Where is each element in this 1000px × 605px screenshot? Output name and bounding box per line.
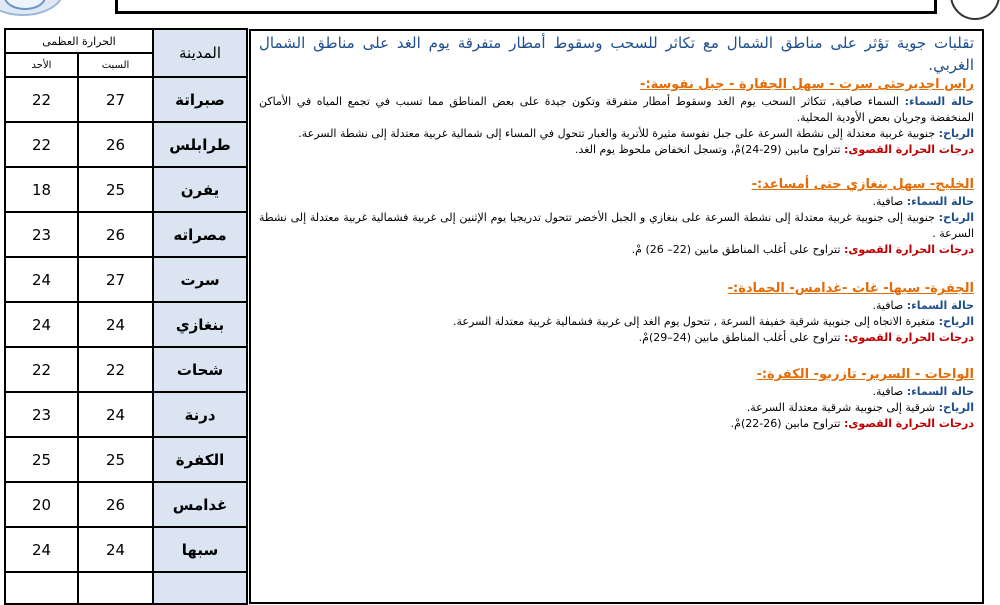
forecast-headline: تقلبات جوية تؤثر على مناطق الشمال مع تكاثر للسحب وسقوط أمطار متفرقة يوم الغد على مناطق الشمال الغربي. — [259, 34, 974, 74]
wind-text: جنوبية إلى جنوبية غربية معتدلة إلى نشطة السرعة على بنغازي و الجبل الأخضر تتحول تدريجيا يوم الإثنين إلى غربية فشمالية غربية معتدلة إلى نشطة السرعة . — [259, 211, 974, 240]
city-name: مصراته — [153, 212, 247, 257]
city-name: الكفرة — [153, 437, 247, 482]
wind-label: الرياح: — [938, 127, 974, 140]
city-name: سرت — [153, 257, 247, 302]
sky-label: حالة السماء: — [906, 195, 974, 208]
sun-temp: 24 — [5, 257, 78, 302]
sky-label: حالة السماء: — [904, 95, 974, 108]
logo-emblem — [0, 0, 64, 16]
logo-circle — [950, 0, 1000, 20]
city-name: سبها — [153, 527, 247, 572]
wind-label: الرياح: — [938, 315, 974, 328]
city-name: غدامس — [153, 482, 247, 527]
header-city: المدينة — [153, 29, 247, 77]
table-row — [5, 167, 247, 212]
sat-temp: 26 — [78, 122, 153, 167]
table-row — [5, 122, 247, 167]
forecast-panel — [249, 29, 984, 604]
sat-temp: 24 — [78, 527, 153, 572]
wind-line — [259, 210, 974, 242]
table-row-partial — [5, 572, 247, 604]
city-name: صبراتة — [153, 77, 247, 122]
header-sunday: الأحد — [5, 53, 78, 77]
temp-label: درجات الحرارة القصوى: — [843, 243, 974, 256]
region-title: الواحات - السرير- تازربو- الكفرة:- — [756, 367, 974, 382]
sat-temp: 26 — [78, 482, 153, 527]
temp-line — [259, 242, 974, 258]
sun-temp: 22 — [5, 347, 78, 392]
sat-temp: 24 — [78, 302, 153, 347]
sky-text: صافية. — [872, 299, 904, 312]
city-name: درنة — [153, 392, 247, 437]
sat-temp: 22 — [78, 347, 153, 392]
sun-temp: 25 — [5, 437, 78, 482]
temperature-table — [4, 28, 248, 605]
table-row — [5, 302, 247, 347]
sun-temp: 24 — [5, 302, 78, 347]
temp-line — [259, 416, 974, 432]
table-row — [5, 437, 247, 482]
sun-temp: 22 — [5, 122, 78, 167]
sun-temp: 23 — [5, 212, 78, 257]
temp-text: تتراوح مابين (26-22)مْ. — [730, 417, 841, 430]
region-title: الخليج- سهل بنغازي حتى أمساعد:- — [751, 177, 974, 192]
sky-label: حالة السماء: — [906, 385, 974, 398]
wind-text: جنوبية غربية معتدلة إلى نشطة السرعة على جبل نفوسة مثيرة للأتربة والغبار تتحول في المساء إلى شمالية غربية معتدلة إلى نشطة السرعة. — [298, 127, 936, 140]
table-row — [5, 257, 247, 302]
temp-text: تتراوح على أغلب المناطق مابين (24–29)مْ. — [638, 331, 841, 344]
region-title: الجفرة- سبها- غات -غدامس- الحمادة:- — [727, 281, 974, 296]
table-row — [5, 347, 247, 392]
sat-temp: 24 — [78, 392, 153, 437]
sky-line — [259, 94, 974, 126]
wind-label: الرياح: — [938, 211, 974, 224]
temp-text: تتراوح على أغلب المناطق مابين (22– 26) مْ. — [631, 243, 841, 256]
sun-temp: 22 — [5, 77, 78, 122]
temp-label: درجات الحرارة القصوى: — [843, 417, 974, 430]
header-max-temp: الحرارة العظمى — [5, 29, 153, 53]
sky-line — [259, 298, 974, 314]
wind-text: شرقية إلى جنوبية شرقية معتدلة السرعة. — [746, 401, 936, 414]
city-name: شحات — [153, 347, 247, 392]
sat-temp: 27 — [78, 77, 153, 122]
header-banner — [115, 0, 937, 14]
temp-line — [259, 330, 974, 346]
temp-line — [259, 142, 974, 158]
table-row — [5, 527, 247, 572]
region-title: راس اجديرحتى سرت - سهل الجفارة - جبل نفوسة:- — [640, 77, 974, 92]
wind-line — [259, 126, 974, 142]
sky-line — [259, 194, 974, 210]
wind-line — [259, 314, 974, 330]
sky-line — [259, 384, 974, 400]
sun-temp: 23 — [5, 392, 78, 437]
sky-text: صافية. — [872, 385, 904, 398]
sat-temp: 26 — [78, 212, 153, 257]
table-row — [5, 482, 247, 527]
wind-line — [259, 400, 974, 416]
city-name: يفرن — [153, 167, 247, 212]
temp-text: تتراوح مابين (29-24)مْ، وتسجل انخفاض ملحوظ يوم الغد. — [575, 143, 841, 156]
sky-text: السماء صافية, تتكاثر السحب يوم الغد وسقوط أمطار متفرقة وتكون جيدة على بعض المناطق مما تسبب في تجمع المياه في الأماكن المنخفضة وجريان بعض الأودية المحلية. — [259, 95, 974, 124]
header-saturday: السبت — [78, 53, 153, 77]
temp-label: درجات الحرارة القصوى: — [843, 331, 974, 344]
sky-text: صافية. — [872, 195, 904, 208]
sun-temp: 20 — [5, 482, 78, 527]
city-name: طرابلس — [153, 122, 247, 167]
wind-text: متغيرة الاتجاه إلى جنوبية شرقية خفيفة السرعة , تتحول يوم الغد إلى غربية فشمالية غربية معتدلة السرعة. — [453, 315, 936, 328]
table-row — [5, 392, 247, 437]
wind-label: الرياح: — [938, 401, 974, 414]
sky-label: حالة السماء: — [906, 299, 974, 312]
sat-temp: 25 — [78, 437, 153, 482]
sun-temp: 24 — [5, 527, 78, 572]
sat-temp: 27 — [78, 257, 153, 302]
table-row — [5, 212, 247, 257]
city-name: بنغازي — [153, 302, 247, 347]
table-row — [5, 77, 247, 122]
temp-label: درجات الحرارة القصوى: — [843, 143, 974, 156]
sun-temp: 18 — [5, 167, 78, 212]
sat-temp: 25 — [78, 167, 153, 212]
